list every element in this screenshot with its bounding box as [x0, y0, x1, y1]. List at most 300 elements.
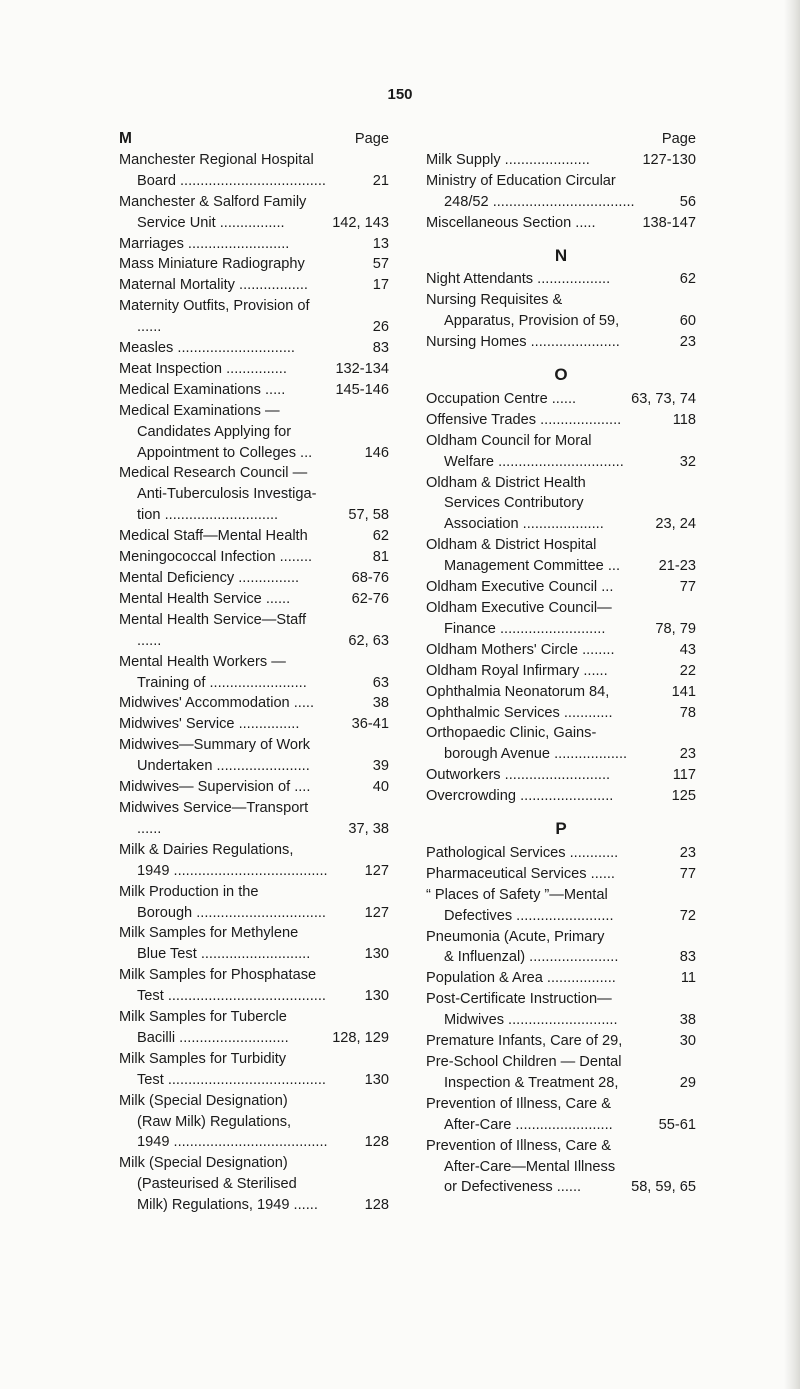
entry-text: Milk (Special Designation)	[119, 1092, 288, 1109]
entry-text: Pathological Services ............	[426, 844, 619, 861]
index-entry-line	[426, 493, 696, 514]
page-reference: 29	[679, 1074, 696, 1091]
index-entry-line	[426, 1136, 696, 1157]
page-reference: 68-76	[351, 570, 389, 587]
index-entry	[426, 682, 696, 703]
index-entry-line	[426, 514, 696, 535]
index-entry-line	[119, 338, 389, 359]
index-entry-line	[119, 1070, 389, 1091]
page-reference: 63	[372, 674, 389, 691]
index-entry-line	[119, 631, 389, 652]
index-entry-line	[119, 673, 389, 694]
entry-text: Occupation Centre ......	[426, 390, 577, 407]
entry-text: Defectives ........................	[444, 907, 614, 924]
index-entry	[119, 380, 389, 401]
entry-text: Oldham Council for Moral	[426, 432, 592, 449]
page-reference: 130	[364, 988, 389, 1005]
entry-text: Milk (Special Designation)	[119, 1155, 288, 1172]
entry-text: Pre-School Children — Dental	[426, 1054, 622, 1070]
index-entry-line	[426, 598, 696, 619]
index-entry	[119, 840, 389, 882]
index-entry	[119, 150, 389, 192]
index-entry-line	[426, 171, 696, 192]
index-entry-line	[119, 652, 389, 673]
entry-text: Oldham Executive Council ...	[426, 579, 614, 596]
page-reference: 72	[679, 907, 696, 924]
page-number: 150	[387, 86, 413, 103]
index-entry	[426, 269, 696, 290]
index-entry	[119, 777, 389, 798]
index-entry	[119, 589, 389, 610]
index-entry-line	[119, 861, 389, 882]
entry-text: Prevention of Illness, Care &	[426, 1095, 611, 1112]
entry-text: Maternity Outfits, Provision of	[119, 298, 310, 315]
index-entry	[426, 1136, 696, 1199]
entry-text: Undertaken .......................	[137, 758, 310, 775]
entry-text: After-Care—Mental Illness	[444, 1158, 616, 1175]
index-entry-line	[426, 682, 696, 703]
page-reference: 130	[364, 946, 389, 963]
page-reference: 146	[364, 444, 389, 461]
index-entry-line	[119, 610, 389, 631]
index-entry-line	[119, 171, 389, 192]
index-entry	[119, 359, 389, 380]
page-reference: 13	[372, 235, 389, 252]
index-entry	[426, 864, 696, 885]
index-entry-line	[426, 885, 696, 906]
entry-text: Midwives Service—Transport	[119, 799, 309, 816]
index-entry	[426, 410, 696, 431]
entry-text: Oldham Royal Infirmary ......	[426, 662, 608, 679]
index-entry-line	[426, 150, 696, 171]
entry-text: Milk) Regulations, 1949 ......	[137, 1197, 318, 1214]
page-reference: 127	[364, 904, 389, 921]
index-entry-line	[119, 1112, 389, 1133]
page-reference: 23	[679, 746, 696, 763]
index-entry	[426, 213, 696, 234]
index-entry	[426, 640, 696, 661]
entry-text: Medical Research Council —	[119, 465, 308, 482]
index-entry-line	[426, 786, 696, 807]
index-entry-line	[426, 703, 696, 724]
index-entry	[119, 1007, 389, 1049]
page-reference: 23	[679, 334, 696, 351]
entry-text: Milk Samples for Turbidity	[119, 1050, 287, 1067]
index-entry-line	[426, 556, 696, 577]
page-column-label: Page	[354, 131, 389, 147]
index-entry-line	[426, 431, 696, 452]
entry-text: Oldham & District Health	[426, 474, 586, 491]
index-entry-line	[426, 947, 696, 968]
entry-text: Finance ..........................	[444, 620, 606, 637]
index-entry	[426, 598, 696, 640]
index-entry-line	[119, 1132, 389, 1153]
page-reference: 40	[372, 779, 389, 796]
entry-text: Milk Samples for Methylene	[119, 925, 299, 942]
index-entry	[119, 463, 389, 526]
index-entry	[426, 968, 696, 989]
index-entry-line	[119, 234, 389, 255]
index-entry	[426, 703, 696, 724]
index-entry-line	[119, 254, 389, 275]
index-entry-line	[426, 723, 696, 744]
page-reference: 22	[679, 662, 696, 679]
entry-text: Night Attendants ..................	[426, 271, 611, 288]
page-reference: 38	[679, 1012, 696, 1029]
index-entry-line	[426, 927, 696, 948]
entry-text: Ministry of Education Circular	[426, 172, 616, 189]
index-entry-line	[426, 843, 696, 864]
page-reference: 77	[679, 865, 696, 882]
page-reference: 138-147	[642, 214, 696, 231]
index-entry-line	[119, 923, 389, 944]
page-reference: 83	[372, 340, 389, 357]
entry-text: Oldham & District Hospital	[426, 537, 597, 554]
index-entry	[426, 473, 696, 536]
index-entry	[119, 714, 389, 735]
entry-text: Milk Samples for Phosphatase	[119, 967, 317, 984]
entry-text: Ophthalmia Neonatorum 84,	[426, 683, 610, 700]
index-entry-line	[426, 1031, 696, 1052]
index-entry	[119, 798, 389, 840]
page-reference: 21-23	[658, 558, 696, 575]
index-entry-line	[119, 150, 389, 171]
page-reference: 77	[679, 579, 696, 596]
index-entry-line	[426, 619, 696, 640]
entry-text: Association ....................	[444, 516, 604, 533]
page-reference: 128, 129	[332, 1029, 389, 1046]
index-entry-line	[119, 903, 389, 924]
entry-text: Mental Deficiency ...............	[119, 570, 300, 587]
entry-text: 1949 ......................................	[137, 1134, 328, 1151]
index-entry-line	[426, 640, 696, 661]
page-reference: 117	[672, 767, 696, 784]
entry-text: Oldham Mothers' Circle ........	[426, 641, 615, 658]
page-reference: 57	[372, 256, 389, 273]
entry-text: Service Unit ................	[137, 214, 285, 231]
index-entry-line	[426, 213, 696, 234]
index-entry	[119, 693, 389, 714]
entry-text: Pneumonia (Acute, Primary	[426, 928, 605, 945]
index-entry-line	[426, 1010, 696, 1031]
entry-text: Medical Examinations .....	[119, 381, 286, 398]
index-entry	[426, 577, 696, 598]
index-entry-line	[119, 589, 389, 610]
index-entry-line	[119, 296, 389, 317]
index-entry-line	[119, 484, 389, 505]
entry-text: Manchester Regional Hospital	[119, 151, 314, 168]
entry-text: Milk Supply .....................	[426, 151, 590, 168]
index-entry-line	[426, 192, 696, 213]
index-entry-line	[119, 965, 389, 986]
page-reference: 125	[671, 788, 696, 805]
entry-text: Test .......................................	[137, 1071, 326, 1088]
page-reference: 141	[671, 683, 696, 700]
page-reference: 78	[679, 704, 696, 721]
entry-text: Medical Examinations —	[119, 402, 280, 419]
entry-text: Offensive Trades ....................	[426, 411, 622, 428]
entry-text: borough Avenue ..................	[444, 746, 628, 763]
index-entry-line	[426, 1094, 696, 1115]
entry-text: After-Care ........................	[444, 1116, 613, 1133]
entry-text: ......	[137, 319, 162, 336]
index-entry	[119, 192, 389, 234]
page-reference: 58, 59, 65	[631, 1179, 696, 1196]
index-entry-line	[426, 473, 696, 494]
entry-text: Mass Miniature Radiography	[119, 256, 305, 273]
index-entry	[426, 332, 696, 353]
entry-text: 1949 ......................................	[137, 862, 328, 879]
index-entry	[426, 1052, 696, 1094]
entry-text: Nursing Requisites &	[426, 292, 563, 309]
index-entry-line	[426, 269, 696, 290]
entry-text: Milk Samples for Tubercle	[119, 1009, 287, 1026]
page-reference: 132-134	[335, 360, 389, 377]
index-entry-line	[119, 1195, 389, 1216]
index-entry-line	[119, 986, 389, 1007]
index-entry	[119, 1153, 389, 1216]
index-entry-line	[426, 968, 696, 989]
index-entry-line	[426, 290, 696, 311]
index-entry-line	[119, 944, 389, 965]
section-letter: O	[554, 365, 568, 385]
page-reference: 142, 143	[332, 214, 389, 231]
page-reference: 83	[679, 949, 696, 966]
entry-text: Milk Production in the	[119, 883, 259, 900]
entry-text: Marriages .........................	[119, 235, 290, 252]
index-entry	[119, 965, 389, 1007]
index-entry-line	[119, 1174, 389, 1195]
entry-text: Training of ........................	[137, 674, 307, 691]
index-entry	[426, 723, 696, 765]
index-entry	[119, 568, 389, 589]
index-entry-line	[119, 547, 389, 568]
entry-text: Blue Test ...........................	[137, 946, 311, 963]
index-entry	[119, 652, 389, 694]
entry-text: Mental Health Workers —	[119, 653, 286, 670]
entry-text: Population & Area .................	[426, 970, 616, 987]
entry-text: Midwives' Service ...............	[119, 716, 300, 733]
entry-text: Services Contributory	[444, 495, 584, 512]
entry-text: Midwives ...........................	[444, 1012, 618, 1029]
index-entry	[426, 1031, 696, 1052]
index-entry-line	[119, 568, 389, 589]
index-entry	[426, 989, 696, 1031]
section-letter: M	[119, 130, 133, 147]
index-entry	[119, 526, 389, 547]
entry-text: Premature Infants, Care of 29,	[426, 1033, 623, 1050]
index-entry	[119, 296, 389, 338]
section-letter: N	[554, 245, 568, 265]
entry-text: Board ....................................	[137, 172, 326, 189]
index-entry-line	[119, 1007, 389, 1028]
index-entry	[426, 431, 696, 473]
page-reference: 62, 63	[348, 632, 389, 649]
index-entry-line	[426, 765, 696, 786]
index-entry-line	[119, 359, 389, 380]
page-reference: 62	[372, 528, 389, 545]
page-reference: 60	[679, 313, 696, 330]
index-entry	[119, 735, 389, 777]
index-entry-line	[426, 410, 696, 431]
entry-text: & Influenzal) ......................	[444, 949, 619, 966]
index-entry-line	[426, 311, 696, 332]
index-entry	[426, 765, 696, 786]
entry-text: Meat Inspection ...............	[119, 360, 287, 377]
page-column-label: Page	[661, 131, 696, 147]
entry-text: Meningococcal Infection ........	[119, 549, 313, 566]
index-entry-line	[119, 735, 389, 756]
index-entry-line	[426, 864, 696, 885]
index-entry	[426, 786, 696, 807]
entry-text: “ Places of Safety ”—Mental	[426, 886, 608, 903]
entry-text: Borough ................................	[137, 904, 326, 921]
index-entry	[426, 389, 696, 410]
index-entry-line	[426, 989, 696, 1010]
index-entry-line	[426, 452, 696, 473]
index-entry-line	[426, 1073, 696, 1094]
index-entry-line	[426, 1177, 696, 1198]
entry-text: Outworkers ..........................	[426, 767, 611, 784]
page-reference: 81	[372, 549, 389, 566]
index-entry	[426, 661, 696, 682]
entry-text: ......	[137, 820, 162, 837]
page-reference: 43	[679, 641, 696, 658]
entry-text: Manchester & Salford Family	[119, 193, 307, 210]
page-reference: 128	[364, 1197, 389, 1214]
index-entry	[426, 150, 696, 171]
entry-text: Overcrowding .......................	[426, 788, 614, 805]
index-entry-line	[119, 777, 389, 798]
index-entry	[119, 882, 389, 924]
index-entry-line	[426, 1115, 696, 1136]
entry-text: Mental Health Service ......	[119, 590, 291, 607]
index-entry-line	[119, 463, 389, 484]
index-entry-line	[426, 744, 696, 765]
column-header	[119, 129, 389, 150]
page-reference: 57, 58	[348, 507, 389, 524]
entry-text: Test .......................................	[137, 988, 326, 1005]
entry-text: Mental Health Service—Staff	[119, 611, 307, 628]
index-entry-line	[119, 819, 389, 840]
page-reference: 36-41	[351, 716, 389, 733]
index-entry-line	[119, 526, 389, 547]
index-entry	[426, 535, 696, 577]
index-column-right	[426, 129, 696, 1198]
entry-text: Midwives' Accommodation .....	[119, 695, 315, 712]
page-reference: 23	[679, 844, 696, 861]
index-entry	[119, 275, 389, 296]
index-entry	[426, 1094, 696, 1136]
page-reference: 26	[372, 319, 389, 336]
entry-text: ......	[137, 632, 162, 649]
index-entry-line	[426, 1052, 696, 1073]
entry-text: Nursing Homes ......................	[426, 334, 620, 351]
index-entry	[119, 610, 389, 652]
index-entry	[426, 171, 696, 213]
page-reference: 145-146	[335, 381, 389, 398]
index-entry	[426, 843, 696, 864]
index-entry-line	[119, 1028, 389, 1049]
page-reference: 118	[672, 411, 696, 428]
entry-text: Prevention of Illness, Care &	[426, 1137, 611, 1154]
section-letter: P	[555, 819, 567, 839]
index-entry-line	[119, 693, 389, 714]
index-entry	[119, 254, 389, 275]
entry-text: Welfare ...............................	[444, 453, 624, 470]
entry-text: Candidates Applying for	[137, 423, 292, 440]
entry-text: Post-Certificate Instruction—	[426, 991, 612, 1008]
index-entry-line	[119, 192, 389, 213]
entry-text: Maternal Mortality .................	[119, 277, 308, 294]
entry-text: (Raw Milk) Regulations,	[137, 1113, 292, 1130]
page-reference: 62	[679, 271, 696, 288]
entry-text: (Pasteurised & Sterilised	[137, 1176, 297, 1193]
index-entry-line	[119, 401, 389, 422]
index-entry-line	[119, 275, 389, 296]
index-entry	[426, 290, 696, 332]
index-entry	[426, 885, 696, 927]
index-entry-line	[426, 332, 696, 353]
page-reference: 17	[372, 277, 389, 294]
page-reference: 63, 73, 74	[631, 390, 696, 407]
index-entry	[119, 401, 389, 464]
index-entry-line	[119, 840, 389, 861]
index-entry	[119, 234, 389, 255]
page-reference: 78, 79	[655, 620, 696, 637]
index-entry-line	[426, 906, 696, 927]
index-column-left	[119, 129, 389, 1216]
entry-text: Appointment to Colleges ...	[137, 444, 313, 461]
page-reference: 130	[364, 1071, 389, 1088]
index-entry-line	[119, 1153, 389, 1174]
page-reference: 127-130	[642, 151, 696, 168]
page-reference: 128	[364, 1134, 389, 1151]
index-entry	[119, 338, 389, 359]
entry-text: Medical Staff—Mental Health	[119, 528, 308, 545]
page-reference: 56	[679, 193, 696, 210]
column-header	[426, 129, 696, 150]
entry-text: Oldham Executive Council—	[426, 599, 612, 616]
index-entry-line	[426, 661, 696, 682]
entry-text: 248/52 ...................................	[444, 193, 635, 210]
index-entry-line	[119, 756, 389, 777]
index-entry	[119, 1091, 389, 1154]
entry-text: or Defectiveness ......	[444, 1179, 582, 1196]
index-entry	[119, 1049, 389, 1091]
index-entry-line	[119, 443, 389, 464]
page-reference: 21	[372, 172, 389, 189]
entry-text: Pharmaceutical Services ......	[426, 865, 615, 882]
index-entry-line	[426, 535, 696, 556]
entry-text: Bacilli ...........................	[137, 1029, 289, 1046]
page-reference: 62-76	[351, 590, 389, 607]
index-entry	[119, 923, 389, 965]
entry-text: Midwives—Summary of Work	[119, 737, 311, 754]
index-entry-line	[119, 422, 389, 443]
page-reference: 23, 24	[655, 516, 696, 533]
index-entry-line	[426, 1157, 696, 1178]
index-entry-line	[119, 1049, 389, 1070]
page-reference: 127	[364, 862, 389, 879]
entry-text: Apparatus, Provision of 59,	[444, 313, 620, 330]
page-reference: 32	[679, 453, 696, 470]
page-reference: 30	[679, 1033, 696, 1050]
page-reference: 39	[372, 758, 389, 775]
page-reference: 38	[372, 695, 389, 712]
index-entry-line	[426, 577, 696, 598]
entry-text: Orthopaedic Clinic, Gains-	[426, 725, 597, 742]
